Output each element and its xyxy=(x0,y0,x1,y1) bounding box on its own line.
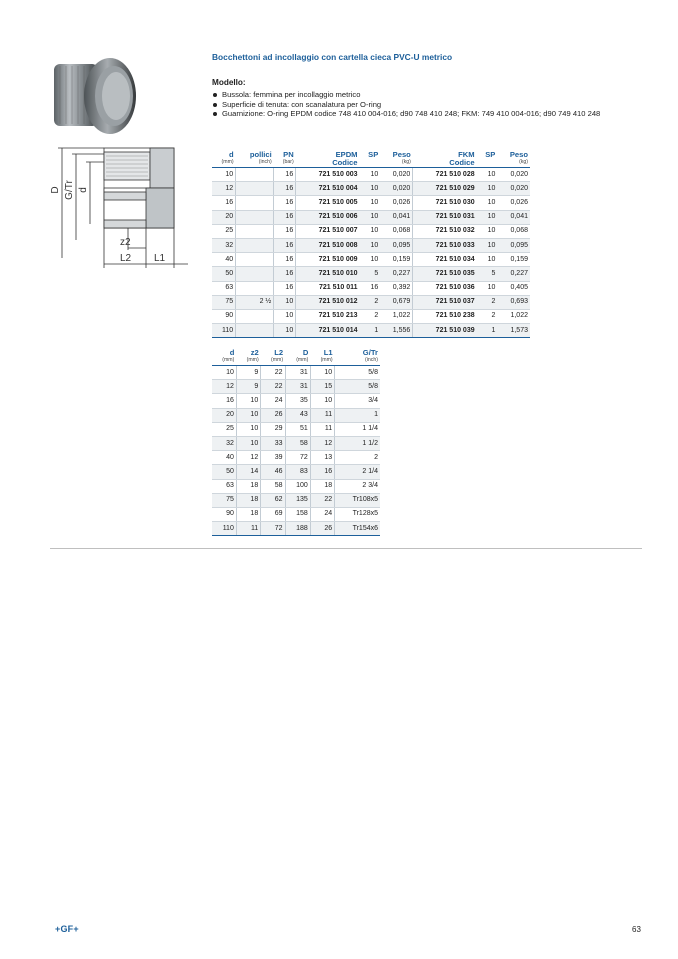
table-cell: 58 xyxy=(285,436,310,450)
table-row xyxy=(212,309,530,323)
table-cell: 50 xyxy=(212,465,236,479)
table-row xyxy=(212,210,530,224)
table-cell: 721 510 033 xyxy=(413,238,477,252)
table-cell: 16 xyxy=(274,210,296,224)
table-cell: 12 xyxy=(310,436,334,450)
col-unit: (bar) xyxy=(274,159,296,168)
table-cell: 1 xyxy=(477,324,498,338)
col-header-pn: PN xyxy=(283,150,294,159)
table-cell: 31 xyxy=(285,366,310,380)
table-cell: 75 xyxy=(212,295,236,309)
table-cell: 721 510 029 xyxy=(413,182,477,196)
table-cell: 721 510 007 xyxy=(296,224,360,238)
table-cell: 10 xyxy=(477,253,498,267)
table-cell: 18 xyxy=(236,507,260,521)
table-cell: 721 510 036 xyxy=(413,281,477,295)
table-cell: 721 510 039 xyxy=(413,324,477,338)
table-row xyxy=(212,380,380,394)
table-cell: 5 xyxy=(360,267,381,281)
table-cell: 16 xyxy=(274,238,296,252)
table-cell: 721 510 238 xyxy=(413,309,477,323)
table-cell: 0,159 xyxy=(380,253,413,267)
col-unit: (mm) xyxy=(212,357,236,366)
table-cell: 16 xyxy=(274,224,296,238)
table-cell: 12 xyxy=(236,451,260,465)
table-cell: 62 xyxy=(261,493,285,507)
col-unit: (mm) xyxy=(236,357,260,366)
table-cell: 10 xyxy=(477,182,498,196)
table-cell: 2 xyxy=(360,295,381,309)
table-cell: 2 xyxy=(335,451,380,465)
table-cell: 16 xyxy=(274,168,296,182)
table-cell: 14 xyxy=(236,465,260,479)
col-unit: Codice xyxy=(296,159,360,168)
table-cell: 16 xyxy=(212,394,236,408)
table-cell: 10 xyxy=(212,168,236,182)
table-cell: 10 xyxy=(236,422,260,436)
table-cell: 31 xyxy=(285,380,310,394)
table-cell xyxy=(236,182,274,196)
table-cell: 721 510 032 xyxy=(413,224,477,238)
table-cell: 26 xyxy=(261,408,285,422)
table-cell: 11 xyxy=(310,408,334,422)
table-row xyxy=(212,281,530,295)
table-cell: 110 xyxy=(212,324,236,338)
table-cell xyxy=(236,238,274,252)
table-cell: 721 510 011 xyxy=(296,281,360,295)
table-cell: 63 xyxy=(212,281,236,295)
col-header-pollici: pollici xyxy=(249,150,272,159)
table-cell: 22 xyxy=(310,493,334,507)
table-row xyxy=(212,394,380,408)
table-cell xyxy=(236,281,274,295)
table-cell xyxy=(236,309,274,323)
table-cell: 10 xyxy=(236,408,260,422)
col-unit: (mm) xyxy=(285,357,310,366)
col-header-peso: Peso xyxy=(392,150,411,159)
table-cell: 25 xyxy=(212,224,236,238)
table-row xyxy=(212,522,380,536)
col-header-l1: L1 xyxy=(323,348,333,357)
table-cell xyxy=(236,253,274,267)
table-cell: 188 xyxy=(285,522,310,536)
feature-list xyxy=(212,90,642,119)
table-cell: 10 xyxy=(477,224,498,238)
table-cell: 0,095 xyxy=(380,238,413,252)
table-cell: 11 xyxy=(310,422,334,436)
table-row xyxy=(212,267,530,281)
col-unit xyxy=(360,159,381,168)
table-row xyxy=(212,436,380,450)
table-cell: 10 xyxy=(360,168,381,182)
table-cell: 10 xyxy=(360,224,381,238)
dimensions-table xyxy=(212,348,380,536)
table-cell: 0,095 xyxy=(497,238,530,252)
table-cell: 11 xyxy=(236,522,260,536)
table-cell: 10 xyxy=(274,324,296,338)
table-cell: 16 xyxy=(212,196,236,210)
table-row xyxy=(212,479,380,493)
table-cell: 2 xyxy=(360,309,381,323)
table-row xyxy=(212,295,530,309)
table-row xyxy=(212,507,380,521)
table-cell: 0,068 xyxy=(380,224,413,238)
table-cell: 0,026 xyxy=(497,196,530,210)
table-cell: 1 xyxy=(360,324,381,338)
feature-item: Bussola: femmina per incollaggio metrico xyxy=(212,90,642,100)
table-cell: 0,068 xyxy=(497,224,530,238)
table-cell: 158 xyxy=(285,507,310,521)
model-heading: Modello: xyxy=(212,78,246,87)
table-cell: 20 xyxy=(212,408,236,422)
col-header-peso: Peso xyxy=(509,150,528,159)
table-cell: 22 xyxy=(261,366,285,380)
table-cell: 16 xyxy=(360,281,381,295)
table-cell: 16 xyxy=(274,281,296,295)
table-cell: 39 xyxy=(261,451,285,465)
table-row xyxy=(212,253,530,267)
table-cell: 10 xyxy=(360,238,381,252)
table-cell xyxy=(236,196,274,210)
page-title: Bocchettoni ad incollaggio con cartella cieca PVC-U metrico xyxy=(212,52,453,62)
table-cell: 69 xyxy=(261,507,285,521)
table-row xyxy=(212,324,530,338)
product-photo xyxy=(52,52,138,144)
table-cell: 10 xyxy=(360,210,381,224)
table-cell: 43 xyxy=(285,408,310,422)
table-cell: 72 xyxy=(261,522,285,536)
table-cell: 13 xyxy=(310,451,334,465)
table-cell: 721 510 005 xyxy=(296,196,360,210)
table-row xyxy=(212,224,530,238)
table-cell: 2 xyxy=(477,309,498,323)
table-cell: 10 xyxy=(360,253,381,267)
table-cell: 0,020 xyxy=(380,182,413,196)
table-cell: 16 xyxy=(310,465,334,479)
table-cell: 33 xyxy=(261,436,285,450)
col-header-d: d xyxy=(229,348,235,357)
table-cell: 1 1/2 xyxy=(335,436,380,450)
table-cell: 10 xyxy=(310,394,334,408)
table-cell: 3/4 xyxy=(335,394,380,408)
table-cell: 2 3/4 xyxy=(335,479,380,493)
table-cell: 63 xyxy=(212,479,236,493)
table-cell: 721 510 006 xyxy=(296,210,360,224)
col-header-l2: L2 xyxy=(274,348,284,357)
table-cell: 0,693 xyxy=(497,295,530,309)
table-cell: Tr154x6 xyxy=(335,522,380,536)
table-cell: 16 xyxy=(274,196,296,210)
table-cell: 721 510 213 xyxy=(296,309,360,323)
table-cell: 20 xyxy=(212,210,236,224)
table-cell: 51 xyxy=(285,422,310,436)
label-L1: L1 xyxy=(154,253,166,264)
table-cell: 0,020 xyxy=(497,168,530,182)
feature-item: Superficie di tenuta: con scanalatura per O-ring xyxy=(212,100,642,110)
table-cell: 16 xyxy=(274,267,296,281)
table-cell: 10 xyxy=(360,196,381,210)
table-cell: 10 xyxy=(236,436,260,450)
table-cell: 9 xyxy=(236,366,260,380)
table-cell: 90 xyxy=(212,507,236,521)
table-cell: 1 xyxy=(335,408,380,422)
table-row xyxy=(212,168,530,182)
table-cell: 10 xyxy=(477,210,498,224)
table-row xyxy=(212,422,380,436)
table-cell: 24 xyxy=(261,394,285,408)
col-unit: (mm) xyxy=(261,357,285,366)
table-row xyxy=(212,451,380,465)
table-cell: 1,573 xyxy=(497,324,530,338)
table-cell: 10 xyxy=(236,394,260,408)
table-cell: 50 xyxy=(212,267,236,281)
table-cell: 22 xyxy=(261,380,285,394)
table-cell xyxy=(236,324,274,338)
table-cell: 40 xyxy=(212,253,236,267)
table-cell: 40 xyxy=(212,451,236,465)
col-unit: (kg) xyxy=(380,159,413,168)
table-row xyxy=(212,196,530,210)
table-cell: 721 510 031 xyxy=(413,210,477,224)
table-cell: 75 xyxy=(212,493,236,507)
col-header-epdm: EPDM xyxy=(335,150,358,159)
table-cell: 721 510 008 xyxy=(296,238,360,252)
table-cell xyxy=(236,210,274,224)
table-cell: 721 510 030 xyxy=(413,196,477,210)
label-G-Tr: G/Tr xyxy=(64,180,75,200)
table-cell xyxy=(236,224,274,238)
table-cell: 110 xyxy=(212,522,236,536)
feature-item: Guarnizione: O-ring EPDM codice 748 410 004-016; d90 748 410 248; FKM: 749 410 004-016; d90 749 410 248 xyxy=(212,109,642,119)
table-cell: 10 xyxy=(274,309,296,323)
table-cell: 10 xyxy=(360,182,381,196)
table-cell: 2 xyxy=(477,295,498,309)
table-cell: 90 xyxy=(212,309,236,323)
col-unit: Codice xyxy=(413,159,477,168)
table-cell: 0,020 xyxy=(380,168,413,182)
table-cell: 18 xyxy=(310,479,334,493)
table-cell: 1,022 xyxy=(380,309,413,323)
col-header-d: d xyxy=(229,150,234,159)
table-cell: 0,041 xyxy=(497,210,530,224)
label-z2: z2 xyxy=(120,237,131,248)
table-cell: 32 xyxy=(212,238,236,252)
col-header-sp: SP xyxy=(485,150,496,159)
col-unit: (inch) xyxy=(335,357,380,366)
col-unit: (kg) xyxy=(497,159,530,168)
table-cell: 721 510 014 xyxy=(296,324,360,338)
col-header-D: D xyxy=(302,348,309,357)
table-cell: 10 xyxy=(477,196,498,210)
col-header-g-tr: G/Tr xyxy=(362,348,378,357)
table-cell: 1 1/4 xyxy=(335,422,380,436)
col-unit: (mm) xyxy=(212,159,236,168)
label-D: D xyxy=(50,186,61,194)
table-cell: 10 xyxy=(477,238,498,252)
col-unit: (mm) xyxy=(310,357,334,366)
table-cell: Tr128x5 xyxy=(335,507,380,521)
table-cell: 16 xyxy=(274,182,296,196)
table-cell: 16 xyxy=(274,253,296,267)
table-cell xyxy=(236,168,274,182)
table-cell: 5/8 xyxy=(335,366,380,380)
col-unit: (inch) xyxy=(236,159,274,168)
table-cell: 46 xyxy=(261,465,285,479)
table-cell: 26 xyxy=(310,522,334,536)
gf-logo: +GF+ xyxy=(55,924,79,934)
table-cell: 12 xyxy=(212,182,236,196)
table-cell: 32 xyxy=(212,436,236,450)
table-row xyxy=(212,182,530,196)
table-cell: 135 xyxy=(285,493,310,507)
page-number: 63 xyxy=(632,925,641,934)
table-cell: 10 xyxy=(212,366,236,380)
table-cell: 29 xyxy=(261,422,285,436)
table-cell: 5/8 xyxy=(335,380,380,394)
table-cell: Tr108x5 xyxy=(335,493,380,507)
table-cell: 35 xyxy=(285,394,310,408)
table-cell: 5 xyxy=(477,267,498,281)
table-cell: 15 xyxy=(310,380,334,394)
table-cell: 1,556 xyxy=(380,324,413,338)
table-cell: 18 xyxy=(236,479,260,493)
table-cell: 0,227 xyxy=(380,267,413,281)
table-cell: 18 xyxy=(236,493,260,507)
col-header-sp: SP xyxy=(368,150,379,159)
table-cell: 0,020 xyxy=(497,182,530,196)
table-cell: 2 1/4 xyxy=(335,465,380,479)
table-cell xyxy=(236,267,274,281)
table-row xyxy=(212,408,380,422)
table-cell: 721 510 004 xyxy=(296,182,360,196)
col-header-z2: z2 xyxy=(250,348,259,357)
col-header-fkm: FKM xyxy=(458,150,475,159)
table-cell: 2 ½ xyxy=(236,295,274,309)
table-cell: 10 xyxy=(477,281,498,295)
table-cell: 58 xyxy=(261,479,285,493)
table-row xyxy=(212,493,380,507)
table-cell: 0,041 xyxy=(380,210,413,224)
table-cell: 10 xyxy=(274,295,296,309)
table-row xyxy=(212,366,380,380)
table-cell: 721 510 028 xyxy=(413,168,477,182)
product-code-table xyxy=(212,150,530,338)
table-row xyxy=(212,465,380,479)
col-unit xyxy=(477,159,498,168)
table-cell: 721 510 010 xyxy=(296,267,360,281)
section-divider xyxy=(50,548,642,549)
table-cell: 721 510 003 xyxy=(296,168,360,182)
table-cell: 10 xyxy=(310,366,334,380)
table-cell: 0,405 xyxy=(497,281,530,295)
table-cell: 0,679 xyxy=(380,295,413,309)
table-cell: 0,026 xyxy=(380,196,413,210)
table-cell: 1,022 xyxy=(497,309,530,323)
table-cell: 100 xyxy=(285,479,310,493)
label-L2: L2 xyxy=(120,253,132,264)
table-cell: 10 xyxy=(477,168,498,182)
table-cell: 12 xyxy=(212,380,236,394)
table-cell: 25 xyxy=(212,422,236,436)
table-row xyxy=(212,238,530,252)
table-cell: 9 xyxy=(236,380,260,394)
table-cell: 721 510 037 xyxy=(413,295,477,309)
label-d: d xyxy=(78,187,89,193)
table-cell: 721 510 009 xyxy=(296,253,360,267)
table-cell: 0,227 xyxy=(497,267,530,281)
table-cell: 721 510 012 xyxy=(296,295,360,309)
table-cell: 721 510 035 xyxy=(413,267,477,281)
table-cell: 83 xyxy=(285,465,310,479)
table-cell: 0,159 xyxy=(497,253,530,267)
table-cell: 721 510 034 xyxy=(413,253,477,267)
technical-drawing xyxy=(42,140,192,272)
table-cell: 0,392 xyxy=(380,281,413,295)
table-cell: 24 xyxy=(310,507,334,521)
table-cell: 72 xyxy=(285,451,310,465)
